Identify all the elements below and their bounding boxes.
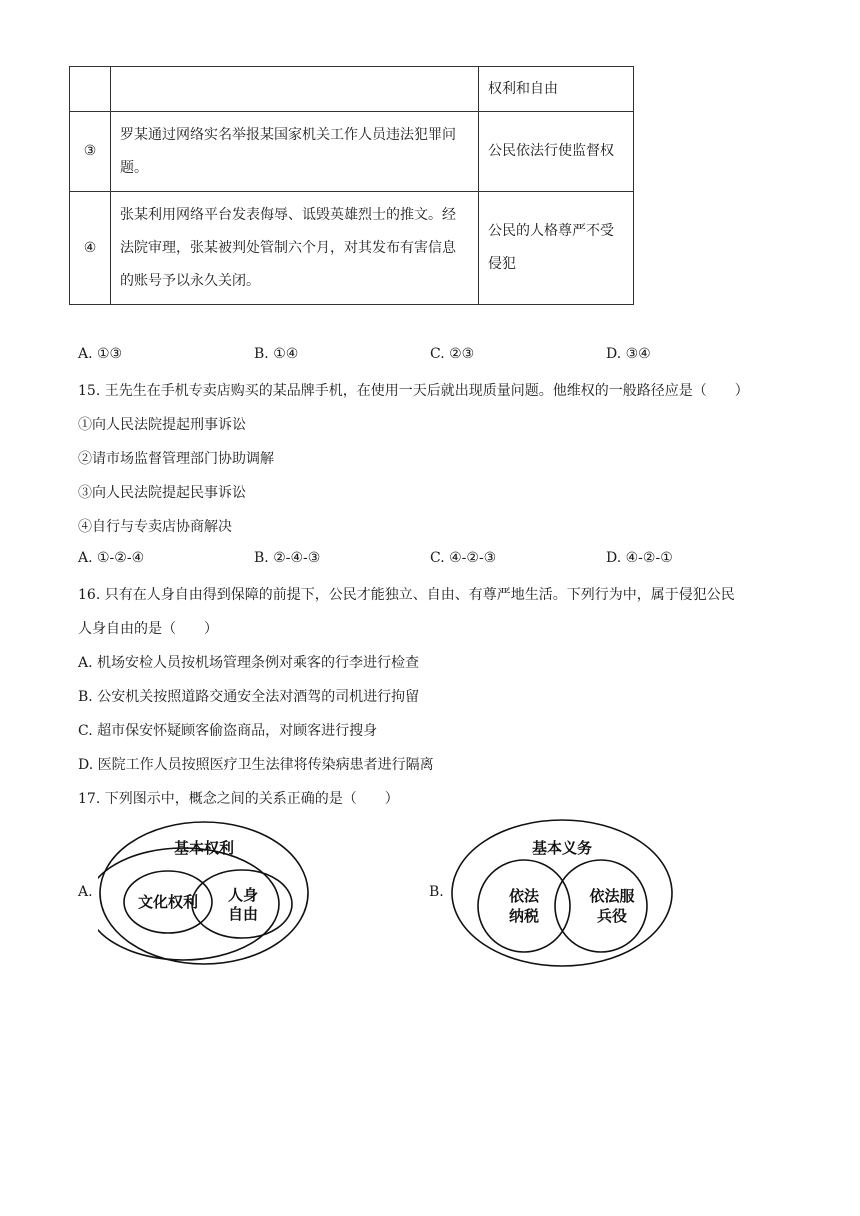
q16-option-d: D. 医院工作人员按照医疗卫生法律将传染病患者进行隔离 bbox=[78, 757, 434, 773]
q15-option-d: D. ④-②-① bbox=[606, 550, 673, 566]
left-circle bbox=[478, 860, 570, 952]
q17-stem: 17. 下列图示中，概念之间的关系正确的是（ ） bbox=[78, 791, 399, 807]
q15-stem: 15. 王先生在手机专卖店购买的某品牌手机，在使用一天后就出现质量问题。他维权的一般路径应是（ ） bbox=[78, 383, 749, 399]
right-circle bbox=[555, 860, 647, 952]
table-row bbox=[70, 112, 634, 192]
table-row bbox=[70, 192, 634, 305]
table-cell-desc: 张某利用网络平台发表侮辱、诋毁英雄烈士的推文。经法院审理，张某被判处管制六个月，对其发布有害信息的账号予以永久关闭。 bbox=[111, 192, 479, 305]
q14-option-c: C. ②③ bbox=[430, 346, 475, 362]
q14-option-b: B. ①④ bbox=[254, 346, 299, 362]
left-label-2: 纳税 bbox=[508, 907, 540, 925]
right-label-1: 依法服 bbox=[589, 887, 635, 905]
q15-option-b: B. ②-④-③ bbox=[254, 550, 321, 566]
q15-item-4: ④自行与专卖店协商解决 bbox=[78, 519, 232, 535]
q16-option-a: A. 机场安检人员按机场管理条例对乘客的行李进行检查 bbox=[78, 655, 420, 671]
q16-option-b: B. 公安机关按照道路交通安全法对酒驾的司机进行拘留 bbox=[78, 689, 420, 705]
left-label-1: 依法 bbox=[508, 887, 540, 905]
table-cell-right: 公民的人格尊严不受侵犯 bbox=[479, 192, 634, 305]
q15-item-3: ③向人民法院提起民事诉讼 bbox=[78, 485, 246, 501]
inner-left-label: 文化权利 bbox=[137, 893, 199, 911]
q14-option-a: A. ①③ bbox=[78, 346, 123, 362]
q15-option-c: C. ④-②-③ bbox=[430, 550, 497, 566]
q15-item-2: ②请市场监督管理部门协助调解 bbox=[78, 451, 274, 467]
q17-diagram-a-label: A. bbox=[78, 884, 93, 900]
q16-stem-line-2: 人身自由的是（ ） bbox=[78, 621, 218, 637]
inner-right-label-2: 自由 bbox=[227, 905, 259, 923]
outer-label: 基本权利 bbox=[173, 839, 235, 857]
q15-item-1: ①向人民法院提起刑事诉讼 bbox=[78, 417, 246, 433]
table-cell-num: ③ bbox=[70, 112, 111, 192]
q17-diagram-b bbox=[450, 818, 674, 968]
q15-option-a: A. ①-②-④ bbox=[78, 550, 145, 566]
question-table bbox=[69, 66, 634, 305]
table-row bbox=[70, 67, 634, 112]
q14-option-d: D. ③④ bbox=[606, 346, 651, 362]
q17-diagram-a bbox=[98, 820, 310, 966]
q16-option-c: C. 超市保安怀疑顾客偷盗商品，对顾客进行搜身 bbox=[78, 723, 378, 739]
table-cell-right: 权利和自由 bbox=[479, 67, 634, 112]
table-cell-desc: 罗某通过网络实名举报某国家机关工作人员违法犯罪问题。 bbox=[111, 112, 479, 192]
table-cell-num: ④ bbox=[70, 192, 111, 305]
q16-stem-line-1: 16. 只有在人身自由得到保障的前提下，公民才能独立、自由、有尊严地生活。下列行为中，属于侵犯公民 bbox=[78, 587, 735, 603]
table-cell-right: 公民依法行使监督权 bbox=[479, 112, 634, 192]
right-label-2: 兵役 bbox=[596, 907, 628, 925]
inner-large-ellipse bbox=[192, 870, 292, 938]
q17-diagram-b-label: B. bbox=[429, 884, 444, 900]
outer-label: 基本义务 bbox=[531, 839, 593, 857]
table-cell-desc bbox=[111, 67, 479, 112]
inner-right-label-1: 人身 bbox=[227, 886, 259, 904]
table-cell-num bbox=[70, 67, 111, 112]
